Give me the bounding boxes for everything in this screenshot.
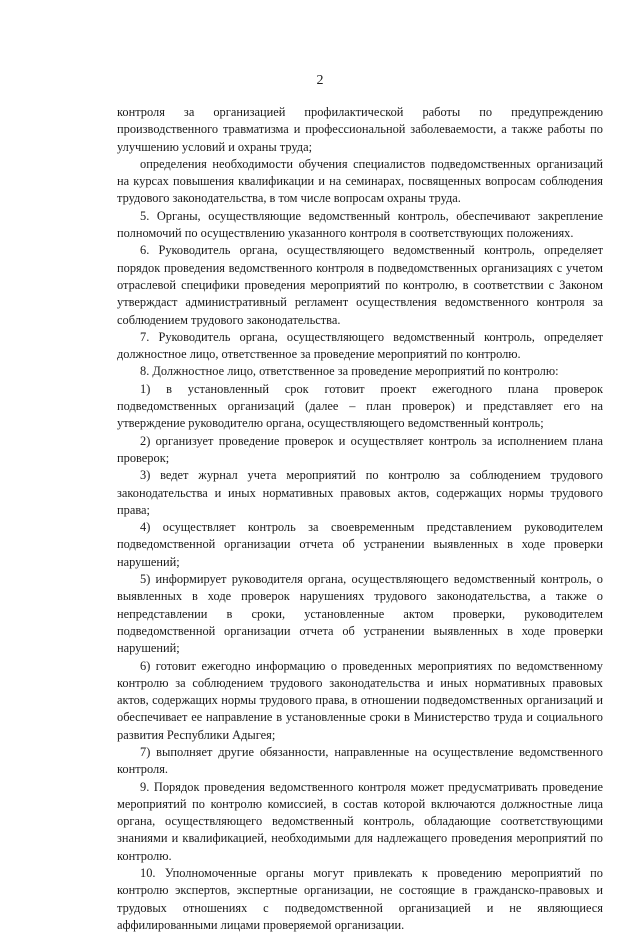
paragraph-subitem-1: 1) в установленный срок готовит проект ежегодного плана проверок подведомственных организаций (далее – план проверок) и представляет его на утверждение руководителю органа, осуществляющего ведомственный контроль; [117, 381, 603, 431]
paragraph-subitem-7: 7) выполняет другие обязанности, направленные на осуществление ведомственного контроля. [117, 744, 603, 777]
paragraph-training-need: определения необходимости обучения специалистов подведомственных организаций на курсах повышения квалификации и на семинарах, посвященных вопросам соблюдения трудового законодательства, в том числе вопросам охраны труда. [117, 156, 603, 206]
paragraph-item-10: 10. Уполномоченные органы могут привлекать к проведению мероприятий по контролю экспертов, экспертные организации, не состоящие в гражданско-правовых и трудовых отношениях с подведомственной организацией и не являющиеся аффилированными лицами проверяемой организации. [117, 866, 603, 932]
paragraph-control-prevention: контроля за организацией профилактической работы по предупреждению производственного травматизма и профессиональной заболеваемости, а также работы по улучшению условий и охраны труда; [117, 105, 603, 154]
paragraph-subitem-4: 4) осуществляет контроль за своевременным представлением руководителем подведомственной организации отчета об устранении выявленных в ходе проверки нарушений; [117, 520, 603, 569]
paragraph-subitem-6: 6) готовит ежегодно информацию о проведенных мероприятиях по ведомственному контролю за соблюдением трудового законодательства и иных нормативных правовых актов, содержащих нормы трудового права, в отношении подведомственных организаций и обеспечивает ее направление в установленные сроки в Министерство труда и социального развития Республики Адыгея; [117, 658, 603, 742]
paragraph-item-7: 7. Руководитель органа, осуществляющего ведомственный контроль, определяет должностное лицо, ответственное за проведение мероприятий по контролю. [117, 329, 603, 362]
page-number: 2 [316, 73, 324, 88]
paragraph-subitem-3: 3) ведет журнал учета мероприятий по контролю за соблюдением трудового законодательства и иных нормативных правовых актов, содержащих нормы трудового права; [117, 468, 603, 517]
paragraph-subitem-2: 2) организует проведение проверок и осуществляет контроль за исполнением плана проверок; [117, 433, 603, 465]
paragraph-item-6: 6. Руководитель органа, осуществляющего ведомственный контроль, определяет порядок проведения ведомственного контроля в подведомственных организациях с учетом отраслевой специфики проведения мероприятий по контролю, в соответствии с Законом утверждаст административный регламент осуществления ведомственного контроля за соблюдением трудового законодательства. [117, 243, 603, 327]
paragraph-item-5: 5. Органы, осуществляющие ведомственный контроль, обеспечивают закрепление полномочий по осуществлению указанного контроля в соответствующих положениях. [117, 208, 603, 241]
paragraph-item-9: 9. Порядок проведения ведомственного контроля может предусматривать проведение мероприятий по контролю комиссией, в состав которой включаются должностные лица органа, осуществляющего ведомственный контроль, обладающие соответствующими знаниями и квалификацией, необходимыми для надлежащего проведения мероприятий по контролю. [117, 779, 603, 863]
document-body [117, 104, 603, 934]
paragraph-subitem-5: 5) информирует руководителя органа, осуществляющего ведомственный контроль, о выявленных в ходе проверок нарушениях трудового законодательства, а также о непредставлении в сроки, установленные актом проверки, руководителем подведомственной организации отчета об устранении выявленных в ходе проверки нарушений; [117, 572, 603, 656]
paragraph-item-8: 8. Должностное лицо, ответственное за проведение мероприятий по контролю: [140, 364, 559, 379]
